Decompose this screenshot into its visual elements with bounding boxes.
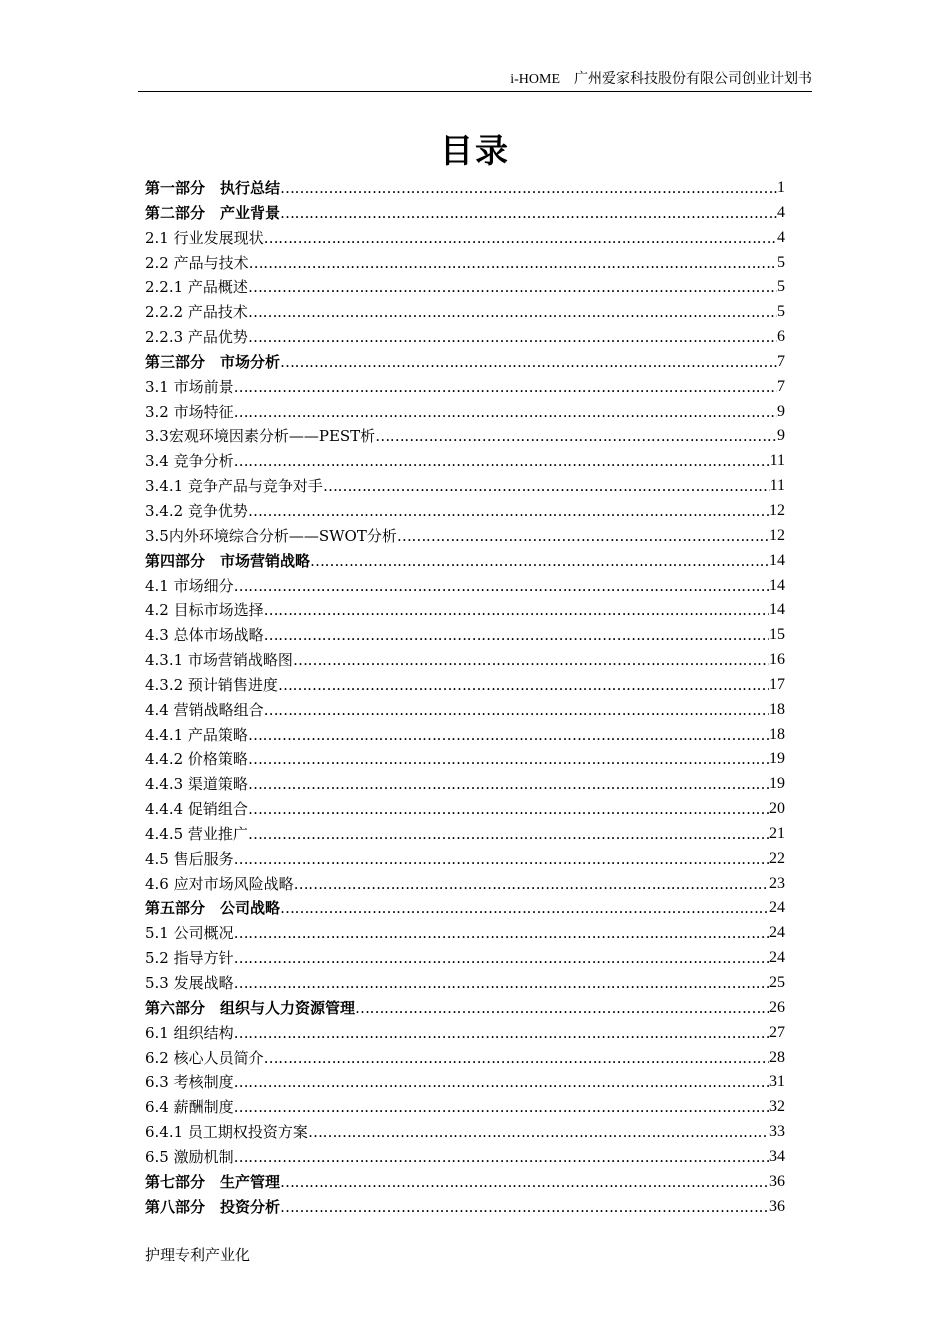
toc-entry-label: 5.2 指导方针	[145, 949, 234, 968]
toc-entry-label: 4.6 应对市场风险战略	[145, 874, 294, 893]
toc-entry-page: 23	[769, 874, 785, 892]
toc-leader-dots	[264, 698, 769, 723]
toc-entry-label: 2.1 行业发展现状	[145, 228, 264, 247]
toc-entry[interactable]	[145, 300, 785, 325]
toc-entry-label: 第四部分 市场营销战略	[145, 551, 311, 570]
toc-entry[interactable]	[145, 598, 785, 623]
toc-entry-page: 20	[769, 800, 785, 818]
toc-entry-page: 7	[777, 377, 785, 395]
toc-entry-label: 6.4.1 员工期权投资方案	[145, 1123, 308, 1142]
toc-entry-label: 4.4 营销战略组合	[145, 700, 264, 719]
running-header: i-HOME 广州爱家科技股份有限公司创业计划书	[510, 72, 812, 87]
toc-entry-label: 第二部分 产业背景	[145, 203, 281, 222]
toc-entry-label: 第三部分 市场分析	[145, 352, 281, 371]
toc-entry[interactable]	[145, 176, 785, 201]
toc-entry[interactable]	[145, 449, 785, 474]
toc-entry-label: 4.3.1 市场营销战略图	[145, 651, 293, 670]
toc-leader-dots	[280, 1170, 769, 1195]
toc-entry-label: 2.2.2 产品技术	[145, 303, 248, 322]
toc-leader-dots	[248, 300, 777, 325]
toc-entry[interactable]	[145, 648, 785, 673]
toc-entry-label: 第五部分 公司战略	[145, 899, 281, 918]
toc-entry-label: 6.2 核心人员简介	[145, 1048, 264, 1067]
page-title: 目录	[440, 131, 510, 170]
toc-entry[interactable]	[145, 375, 785, 400]
toc-entry-page: 22	[769, 849, 785, 867]
toc-entry-page: 14	[769, 551, 785, 569]
toc-entry-page: 16	[769, 651, 785, 669]
toc-entry-page: 15	[769, 626, 785, 644]
toc-entry[interactable]	[145, 971, 785, 996]
toc-leader-dots	[294, 872, 769, 897]
toc-entry[interactable]	[145, 549, 785, 574]
toc-leader-dots	[234, 375, 777, 400]
toc-leader-dots	[234, 574, 769, 599]
toc-entry-page: 14	[769, 576, 785, 594]
toc-entry-label: 2.2.3 产品优势	[145, 328, 248, 347]
toc-entry-label: 6.4 薪酬制度	[145, 1098, 234, 1117]
toc-entry-page: 12	[769, 526, 785, 544]
toc-entry-page: 24	[769, 899, 785, 917]
toc-leader-dots	[234, 1095, 769, 1120]
toc-entry-page: 33	[769, 1123, 785, 1141]
toc-entry-label: 第七部分 生产管理	[145, 1172, 281, 1191]
toc-entry-page: 18	[769, 700, 785, 718]
toc-entry-label: 4.3 总体市场战略	[145, 626, 264, 645]
toc-leader-dots	[280, 201, 777, 226]
toc-entry-label: 4.4.3 渠道策略	[145, 775, 248, 794]
toc-entry[interactable]	[145, 921, 785, 946]
toc-entry[interactable]	[145, 1195, 785, 1220]
toc-entry[interactable]	[145, 400, 785, 425]
toc-entry-label: 2.2.1 产品概述	[145, 278, 248, 297]
toc-entry-label: 5.1 公司概况	[145, 924, 234, 943]
toc-entry-label: 3.4 竞争分析	[145, 452, 234, 471]
toc-entry-label: 2.2 产品与技术	[145, 253, 249, 272]
toc-entry-label: 4.4.2 价格策略	[145, 750, 248, 769]
toc-entry-label: 4.3.2 预计销售进度	[145, 675, 278, 694]
toc-entry-page: 7	[777, 352, 785, 370]
toc-entry[interactable]	[145, 623, 785, 648]
toc-entry-label: 第六部分 组织与人力资源管理	[145, 998, 356, 1017]
table-of-contents	[145, 176, 785, 1219]
toc-leader-dots	[234, 847, 769, 872]
toc-entry[interactable]	[145, 946, 785, 971]
toc-entry-page: 5	[777, 303, 785, 321]
toc-entry-label: 5.3 发展战略	[145, 974, 234, 992]
toc-entry-label: 3.3宏观环境因素分析——PEST析	[145, 427, 376, 446]
toc-entry-page: 5	[777, 253, 785, 271]
toc-entry[interactable]	[145, 698, 785, 723]
toc-leader-dots	[248, 822, 769, 847]
toc-entry[interactable]	[145, 772, 785, 797]
toc-leader-dots	[310, 549, 769, 574]
toc-entry[interactable]	[145, 226, 785, 251]
toc-leader-dots	[234, 1021, 769, 1046]
toc-leader-dots	[323, 474, 770, 499]
toc-entry-page: 5	[777, 278, 785, 296]
toc-leader-dots	[248, 747, 769, 772]
toc-entry[interactable]	[145, 872, 785, 897]
toc-entry-page: 21	[769, 824, 785, 842]
toc-entry[interactable]	[145, 996, 785, 1021]
toc-entry-page: 28	[769, 1048, 785, 1066]
toc-leader-dots	[248, 797, 769, 822]
toc-leader-dots	[280, 350, 777, 375]
toc-entry-page: 18	[769, 725, 785, 743]
toc-entry[interactable]	[145, 424, 785, 449]
toc-leader-dots	[234, 1070, 769, 1095]
toc-entry-page: 6	[777, 328, 785, 346]
toc-leader-dots	[234, 1145, 769, 1170]
toc-leader-dots	[280, 176, 777, 201]
toc-entry-label: 3.1 市场前景	[145, 377, 234, 396]
toc-entry-label: 4.1 市场细分	[145, 576, 234, 595]
toc-entry-page: 17	[769, 675, 785, 693]
toc-leader-dots	[264, 226, 777, 251]
toc-entry-label: 第八部分 投资分析	[145, 1197, 281, 1216]
toc-leader-dots	[234, 946, 769, 971]
toc-entry-label: 3.2 市场特征	[145, 402, 234, 421]
toc-entry-page: 11	[769, 452, 785, 470]
toc-entry-label: 4.4.4 促销组合	[145, 800, 248, 819]
toc-entry-page: 26	[769, 998, 785, 1016]
toc-entry-label: 6.5 激励机制	[145, 1147, 234, 1166]
toc-entry-page: 25	[769, 974, 785, 991]
toc-entry[interactable]	[145, 1120, 785, 1145]
toc-entry-label: 6.3 考核制度	[145, 1073, 234, 1092]
toc-entry-page: 9	[777, 402, 785, 420]
toc-entry-page: 9	[777, 427, 785, 445]
toc-entry-page: 14	[769, 601, 785, 619]
toc-leader-dots	[248, 275, 777, 300]
toc-leader-dots	[308, 1120, 769, 1145]
toc-entry[interactable]	[145, 1070, 785, 1095]
toc-leader-dots	[248, 772, 769, 797]
toc-entry-label: 3.4.2 竞争优势	[145, 501, 248, 520]
toc-entry-label: 3.5内外环境综合分析——SWOT分析	[145, 526, 397, 545]
toc-entry-page: 36	[769, 1197, 785, 1215]
toc-entry[interactable]	[145, 574, 785, 599]
toc-entry[interactable]	[145, 723, 785, 748]
toc-entry-label: 4.5 售后服务	[145, 849, 234, 868]
toc-leader-dots	[397, 524, 769, 549]
toc-leader-dots	[248, 325, 777, 350]
toc-leader-dots	[264, 598, 769, 623]
toc-entry[interactable]	[145, 325, 785, 350]
header-rule	[138, 91, 812, 92]
toc-entry[interactable]	[145, 822, 785, 847]
toc-leader-dots	[264, 1046, 769, 1071]
page-footer: 护理专利产业化	[145, 1246, 251, 1264]
toc-entry-page: 27	[769, 1023, 785, 1041]
toc-leader-dots	[280, 1195, 769, 1220]
toc-entry[interactable]	[145, 201, 785, 226]
toc-entry-page: 4	[777, 203, 785, 221]
toc-entry[interactable]	[145, 1170, 785, 1195]
toc-leader-dots	[248, 723, 769, 748]
toc-entry-page: 24	[769, 949, 785, 967]
toc-entry-page: 12	[769, 501, 785, 519]
toc-entry-label: 4.2 目标市场选择	[145, 601, 264, 620]
toc-entry[interactable]	[145, 499, 785, 524]
toc-leader-dots	[234, 449, 770, 474]
toc-entry-label: 6.1 组织结构	[145, 1023, 234, 1042]
toc-entry[interactable]	[145, 747, 785, 772]
toc-entry-page: 4	[777, 228, 785, 246]
toc-leader-dots	[234, 971, 769, 996]
toc-entry[interactable]	[145, 896, 785, 921]
toc-entry-page: 24	[769, 924, 785, 942]
toc-entry-label: 3.4.1 竞争产品与竞争对手	[145, 477, 323, 496]
toc-entry-label: 4.4.1 产品策略	[145, 725, 248, 744]
toc-entry[interactable]	[145, 251, 785, 276]
toc-entry-label: 4.4.5 营业推广	[145, 824, 248, 843]
toc-leader-dots	[234, 921, 769, 946]
toc-entry-page: 31	[769, 1073, 785, 1091]
toc-entry[interactable]	[145, 1046, 785, 1071]
toc-leader-dots	[278, 673, 769, 698]
toc-entry-page: 36	[769, 1172, 785, 1190]
toc-entry-page: 19	[769, 775, 785, 793]
toc-entry[interactable]	[145, 1021, 785, 1046]
toc-entry[interactable]	[145, 1145, 785, 1170]
toc-entry-page: 34	[769, 1147, 785, 1165]
toc-leader-dots	[280, 896, 769, 921]
toc-entry[interactable]	[145, 847, 785, 872]
toc-entry-label: 第一部分 执行总结	[145, 179, 281, 197]
toc-entry-page: 1	[777, 179, 785, 196]
toc-entry[interactable]	[145, 673, 785, 698]
toc-leader-dots	[264, 623, 769, 648]
toc-leader-dots	[293, 648, 769, 673]
toc-entry[interactable]	[145, 350, 785, 375]
toc-leader-dots	[249, 251, 777, 276]
toc-entry-page: 11	[769, 477, 785, 495]
toc-leader-dots	[248, 499, 769, 524]
toc-entry[interactable]	[145, 524, 785, 549]
toc-leader-dots	[375, 424, 777, 449]
toc-leader-dots	[355, 996, 769, 1021]
toc-entry[interactable]	[145, 797, 785, 822]
toc-leader-dots	[234, 400, 777, 425]
toc-entry[interactable]	[145, 1095, 785, 1120]
toc-entry-page: 32	[769, 1098, 785, 1116]
toc-entry-page: 19	[769, 750, 785, 768]
toc-entry[interactable]	[145, 275, 785, 300]
toc-entry[interactable]	[145, 474, 785, 499]
